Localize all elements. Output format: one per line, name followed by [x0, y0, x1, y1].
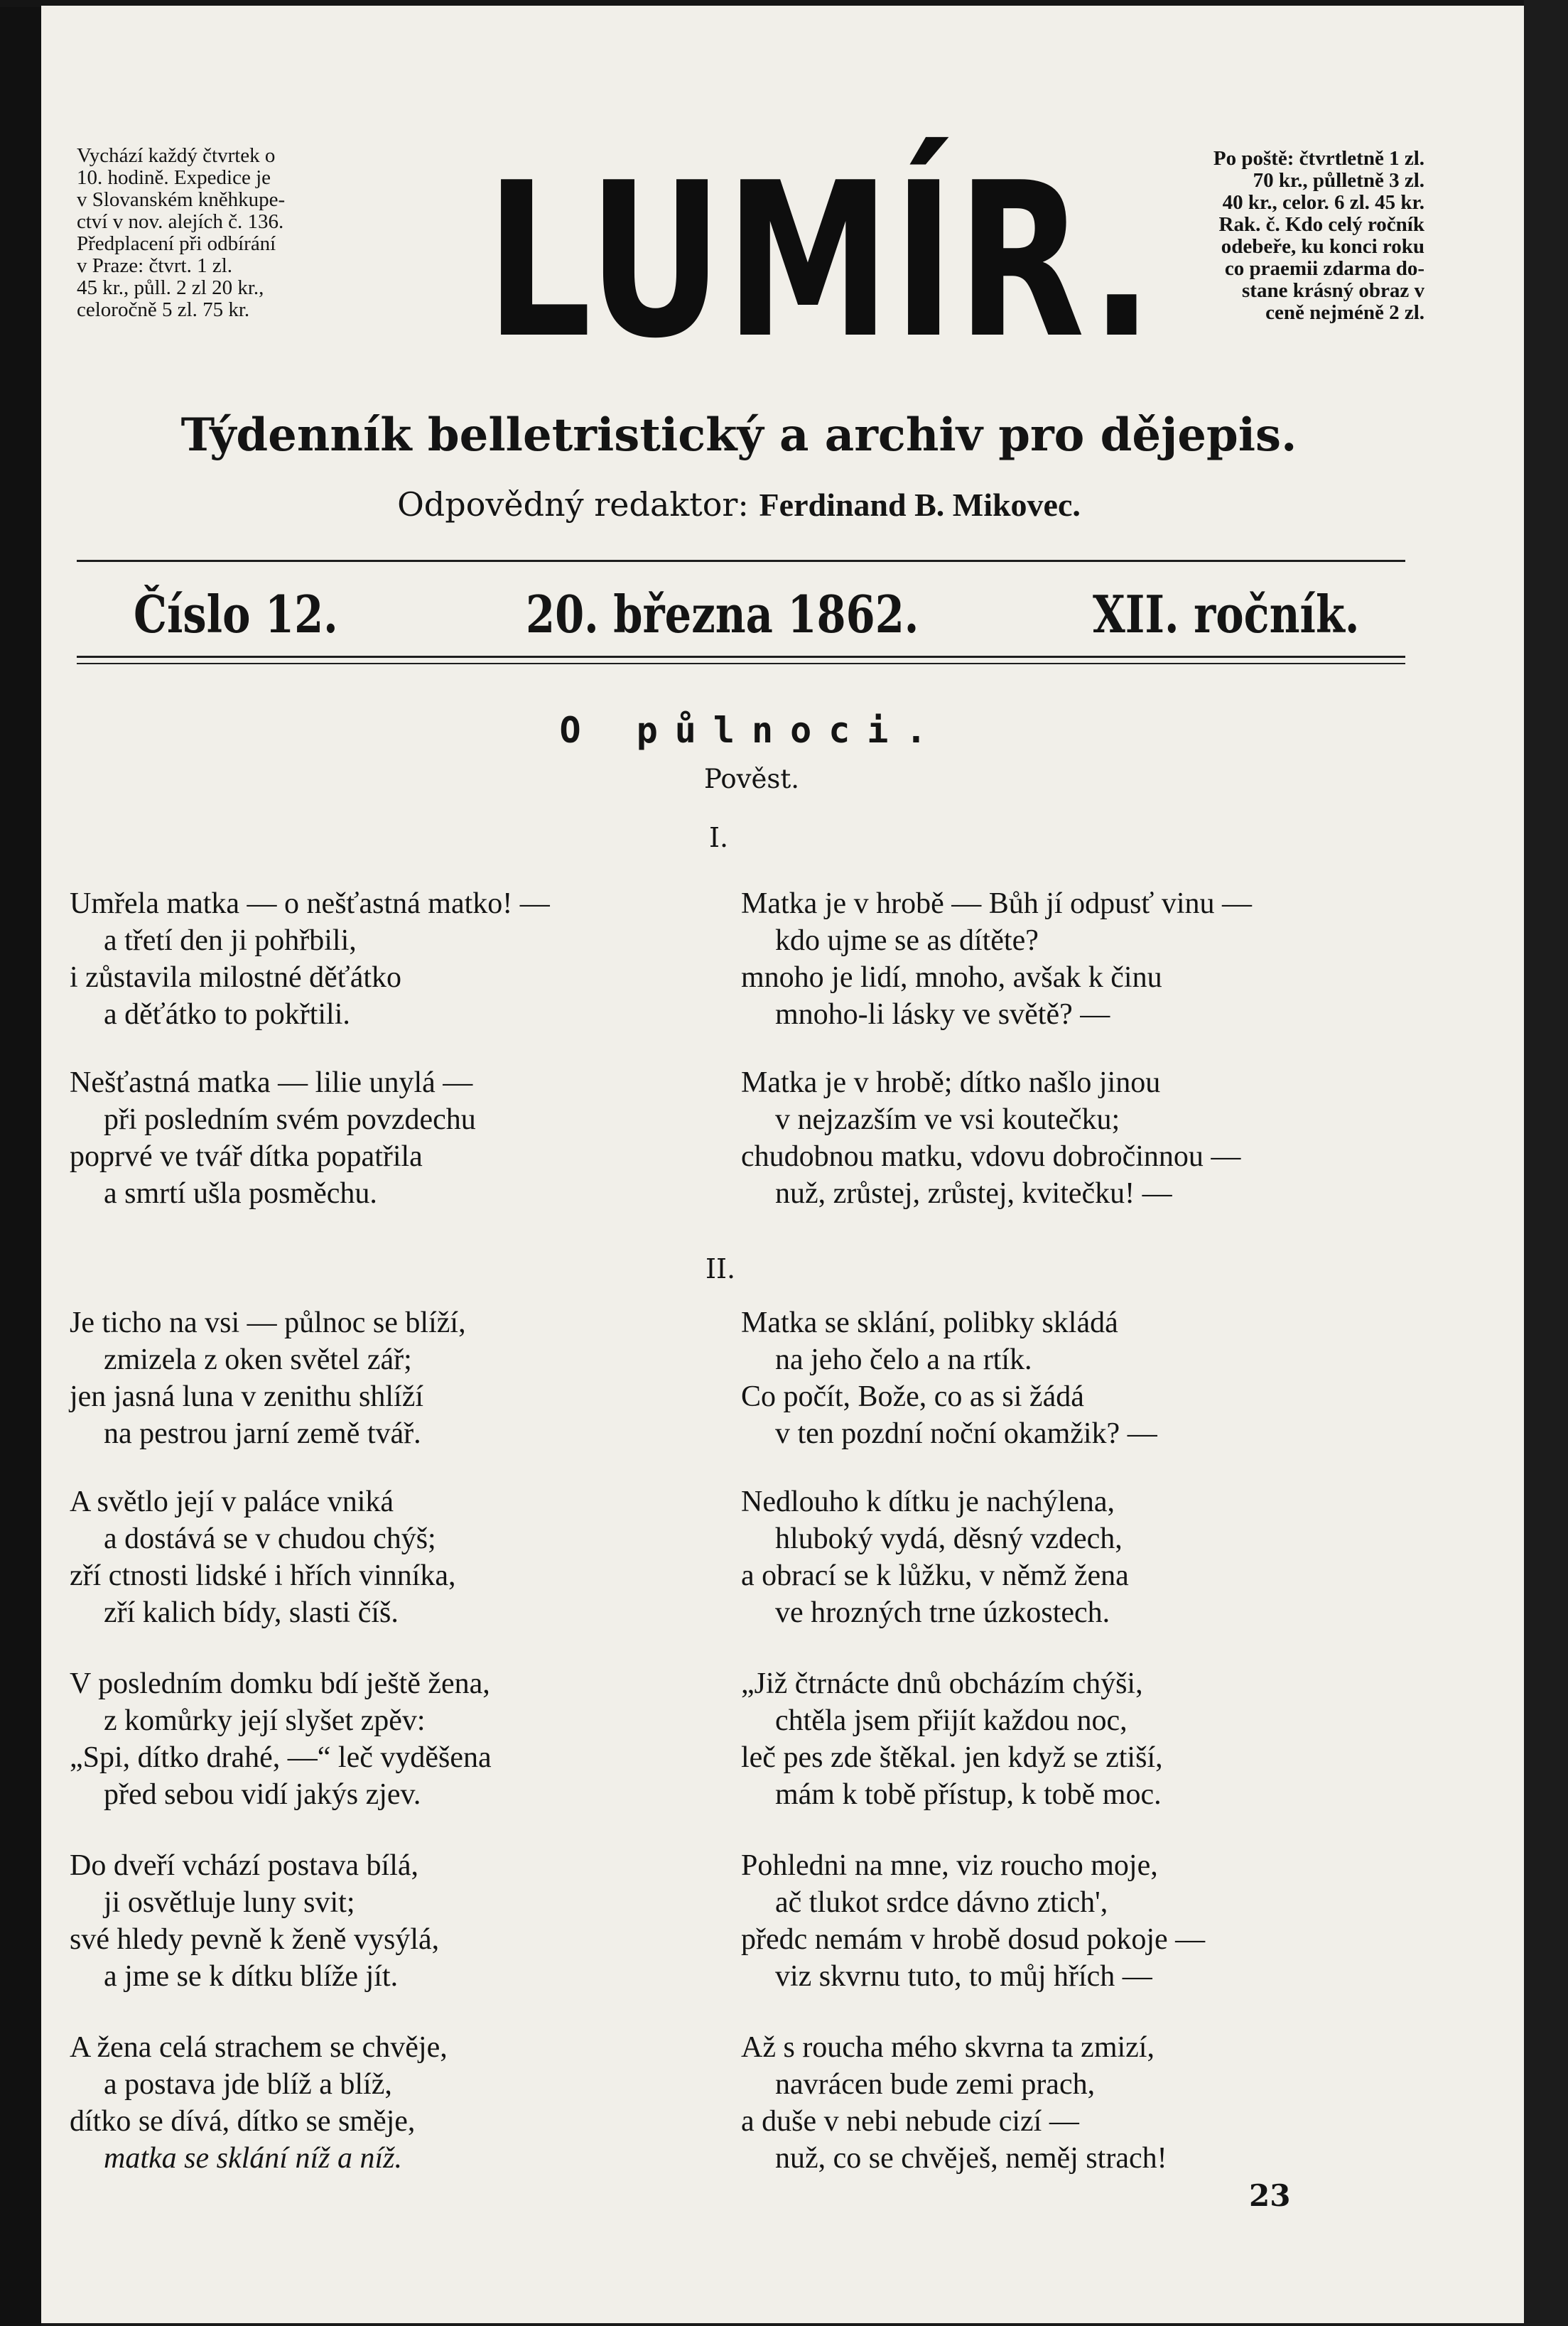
- editor-line: [41, 483, 1437, 526]
- verse-line: Do dveří vchází postava bílá,: [70, 1849, 418, 1882]
- stanza-left-4: [70, 1483, 456, 1631]
- stanza-left-5: [70, 1665, 492, 1813]
- verse-line: poprvé ve tvář dítka popatřila: [70, 1140, 423, 1173]
- verse-line: viz skvrnu tuto, to můj hřích —: [775, 1960, 1152, 1993]
- verse-line: zří kalich bídy, slasti číš.: [104, 1596, 399, 1629]
- editor-name: Ferdinand B. Mikovec.: [759, 487, 1081, 523]
- verse-line: Matka je v hrobě — Bůh jí odpusť vinu —: [741, 887, 1253, 920]
- issue-volume: XII. ročník.: [1093, 584, 1360, 644]
- poem-title: O půlnoci.: [559, 710, 944, 751]
- verse-line: ji osvětluje luny svit;: [104, 1886, 355, 1919]
- section-number-1: I.: [709, 822, 729, 853]
- info-line: Předplacení při odbírání: [77, 232, 276, 255]
- verse-line: na jeho čelo a na rtík.: [775, 1343, 1032, 1376]
- stanza-right-2: [741, 1064, 1240, 1212]
- verse-line: a smrtí ušla posměchu.: [104, 1177, 377, 1210]
- editor-label: Odpovědný redaktor:: [397, 485, 749, 524]
- verse-line: mám k tobě přístup, k tobě moc.: [775, 1778, 1162, 1811]
- verse-line: a jme se k dítku blíže jít.: [104, 1960, 399, 1993]
- stanza-right-4: [741, 1483, 1129, 1631]
- masthead-title: LUMÍR.: [485, 137, 1156, 385]
- verse-line: chtěla jsem přijít každou noc,: [775, 1704, 1128, 1737]
- info-line: 10. hodině. Expedice je: [77, 166, 271, 189]
- stanza-left-2: [70, 1064, 476, 1212]
- verse-line: hluboký vydá, děsný vzdech,: [775, 1522, 1123, 1555]
- verse-line: matka se sklání níž a níž.: [104, 2142, 402, 2175]
- verse-line: a obrací se k lůžku, v němž žena: [741, 1559, 1129, 1592]
- verse-line: kdo ujme se as dítěte?: [775, 924, 1039, 957]
- verse-line: na pestrou jarní země tvář.: [104, 1417, 421, 1450]
- verse-line: a dostává se v chudou chýš;: [104, 1522, 436, 1555]
- verse-line: Nešťastná matka — lilie unylá —: [70, 1066, 473, 1099]
- verse-line: nuž, co se chvěješ, neměj strach!: [775, 2142, 1167, 2175]
- info-line: ceně nejméně 2 zl.: [1265, 301, 1424, 324]
- verse-line: Matka se sklání, polibky skládá: [741, 1307, 1118, 1339]
- verse-line: A žena celá strachem se chvěje,: [70, 2031, 448, 2064]
- verse-line: navrácen bude zemi prach,: [775, 2068, 1096, 2101]
- stanza-left-3: [70, 1304, 466, 1452]
- page-number: 23: [1249, 2178, 1291, 2213]
- scan-border-left: [0, 0, 41, 2326]
- stanza-right-7: [741, 2029, 1167, 2177]
- verse-line: a děťátko to pokřtili.: [104, 998, 350, 1031]
- verse-line: V posledním domku bdí ještě žena,: [70, 1667, 490, 1700]
- verse-line: a duše v nebi nebude cizí —: [741, 2105, 1079, 2138]
- stanza-right-6: [741, 1847, 1205, 1995]
- info-line: 70 kr., půlletně 3 zl.: [1253, 169, 1424, 192]
- section-number-2: II.: [705, 1253, 736, 1284]
- verse-line: a postava jde blíž a blíž,: [104, 2068, 392, 2101]
- issue-number: Číslo 12.: [134, 584, 338, 644]
- verse-line: zří ctnosti lidské i hřích vinníka,: [70, 1559, 456, 1592]
- stanza-right-1: [741, 885, 1252, 1033]
- info-line: 40 kr., celor. 6 zl. 45 kr.: [1222, 191, 1424, 214]
- newspaper-subtitle: Týdenník belletristický a archiv pro dějepis.: [180, 409, 1297, 462]
- verse-line: v ten pozdní noční okamžik? —: [775, 1417, 1157, 1450]
- verse-line: v nejzazším ve vsi koutečku;: [775, 1103, 1120, 1136]
- issue-date: 20. března 1862.: [526, 584, 919, 644]
- info-line: stane krásný obraz v: [1242, 279, 1424, 302]
- info-line: Vychází každý čtvrtek o: [77, 144, 276, 167]
- stanza-left-7: [70, 2029, 448, 2177]
- verse-line: leč pes zde štěkal. jen když se ztiší,: [741, 1741, 1163, 1774]
- verse-line: Umřela matka — o nešťastná matko! —: [70, 887, 550, 920]
- info-line: Rak. č. Kdo celý ročník: [1218, 213, 1424, 236]
- verse-line: „Již čtrnácte dnů obcházím chýši,: [741, 1667, 1143, 1700]
- verse-line: při posledním svém povzdechu: [104, 1103, 476, 1136]
- header-rule-top: [77, 560, 1405, 562]
- verse-line: mnoho je lidí, mnoho, avšak k činu: [741, 961, 1162, 994]
- info-line: 45 kr., půll. 2 zl 20 kr.,: [77, 276, 264, 299]
- verse-line: Pohledni na mne, viz roucho moje,: [741, 1849, 1158, 1882]
- info-line: Po poště: čtvrtletně 1 zl.: [1213, 147, 1424, 170]
- verse-line: z komůrky její slyšet zpěv:: [104, 1704, 426, 1737]
- header-rule-bottom-1: [77, 656, 1405, 658]
- verse-line: Až s roucha mého skvrna ta zmizí,: [741, 2031, 1155, 2064]
- info-line: v Slovanském kněhkupe-: [77, 188, 286, 211]
- verse-line: Nedlouho k dítku je nachýlena,: [741, 1486, 1115, 1518]
- scan-border-right: [1524, 0, 1568, 2326]
- verse-line: dítko se dívá, dítko se směje,: [70, 2105, 416, 2138]
- stanza-left-1: [70, 885, 550, 1033]
- verse-line: Je ticho na vsi — půlnoc se blíží,: [70, 1307, 466, 1339]
- stanza-right-5: [741, 1665, 1163, 1813]
- verse-line: ve hrozných trne úzkostech.: [775, 1596, 1110, 1629]
- stanza-left-6: [70, 1847, 439, 1995]
- subscription-info-right: [1083, 148, 1424, 324]
- info-line: odebeře, ku konci roku: [1221, 235, 1424, 258]
- verse-line: předc nemám v hrobě dosud pokoje —: [741, 1923, 1206, 1956]
- verse-line: své hledy pevně k ženě vysýlá,: [70, 1923, 440, 1956]
- verse-line: Matka je v hrobě; dítko našlo jinou: [741, 1066, 1161, 1099]
- verse-line: jen jasná luna v zenithu shlíží: [70, 1380, 424, 1413]
- verse-line: i zůstavila milostné děťátko: [70, 961, 402, 994]
- verse-line: A světlo její v paláce vniká: [70, 1486, 394, 1518]
- info-line: co praemii zdarma do-: [1224, 257, 1424, 280]
- stanza-right-3: [741, 1304, 1157, 1452]
- info-line: ctví v nov. alejích č. 136.: [77, 210, 284, 233]
- newspaper-page: [41, 6, 1524, 2323]
- verse-line: mnoho-li lásky ve světě? —: [775, 998, 1110, 1031]
- verse-line: chudobnou matku, vdovu dobročinnou —: [741, 1140, 1241, 1173]
- verse-line: zmizela z oken světel zář;: [104, 1343, 412, 1376]
- info-line: celoročně 5 zl. 75 kr.: [77, 298, 250, 321]
- header-rule-bottom-2: [77, 663, 1405, 664]
- verse-line: a třetí den ji pohřbili,: [104, 924, 357, 957]
- verse-line: ač tlukot srdce dávno ztich',: [775, 1886, 1108, 1919]
- verse-line: Co počít, Bože, co as si žádá: [741, 1380, 1084, 1413]
- subscription-info-left: [77, 145, 418, 321]
- verse-line: nuž, zrůstej, zrůstej, kvitečku! —: [775, 1177, 1172, 1210]
- verse-line: před sebou vidí jakýs zjev.: [104, 1778, 421, 1811]
- poem-genre: Pověst.: [703, 764, 800, 794]
- info-line: v Praze: čtvrt. 1 zl.: [77, 254, 233, 277]
- verse-line: „Spi, dítko drahé, —“ leč vyděšena: [70, 1741, 492, 1774]
